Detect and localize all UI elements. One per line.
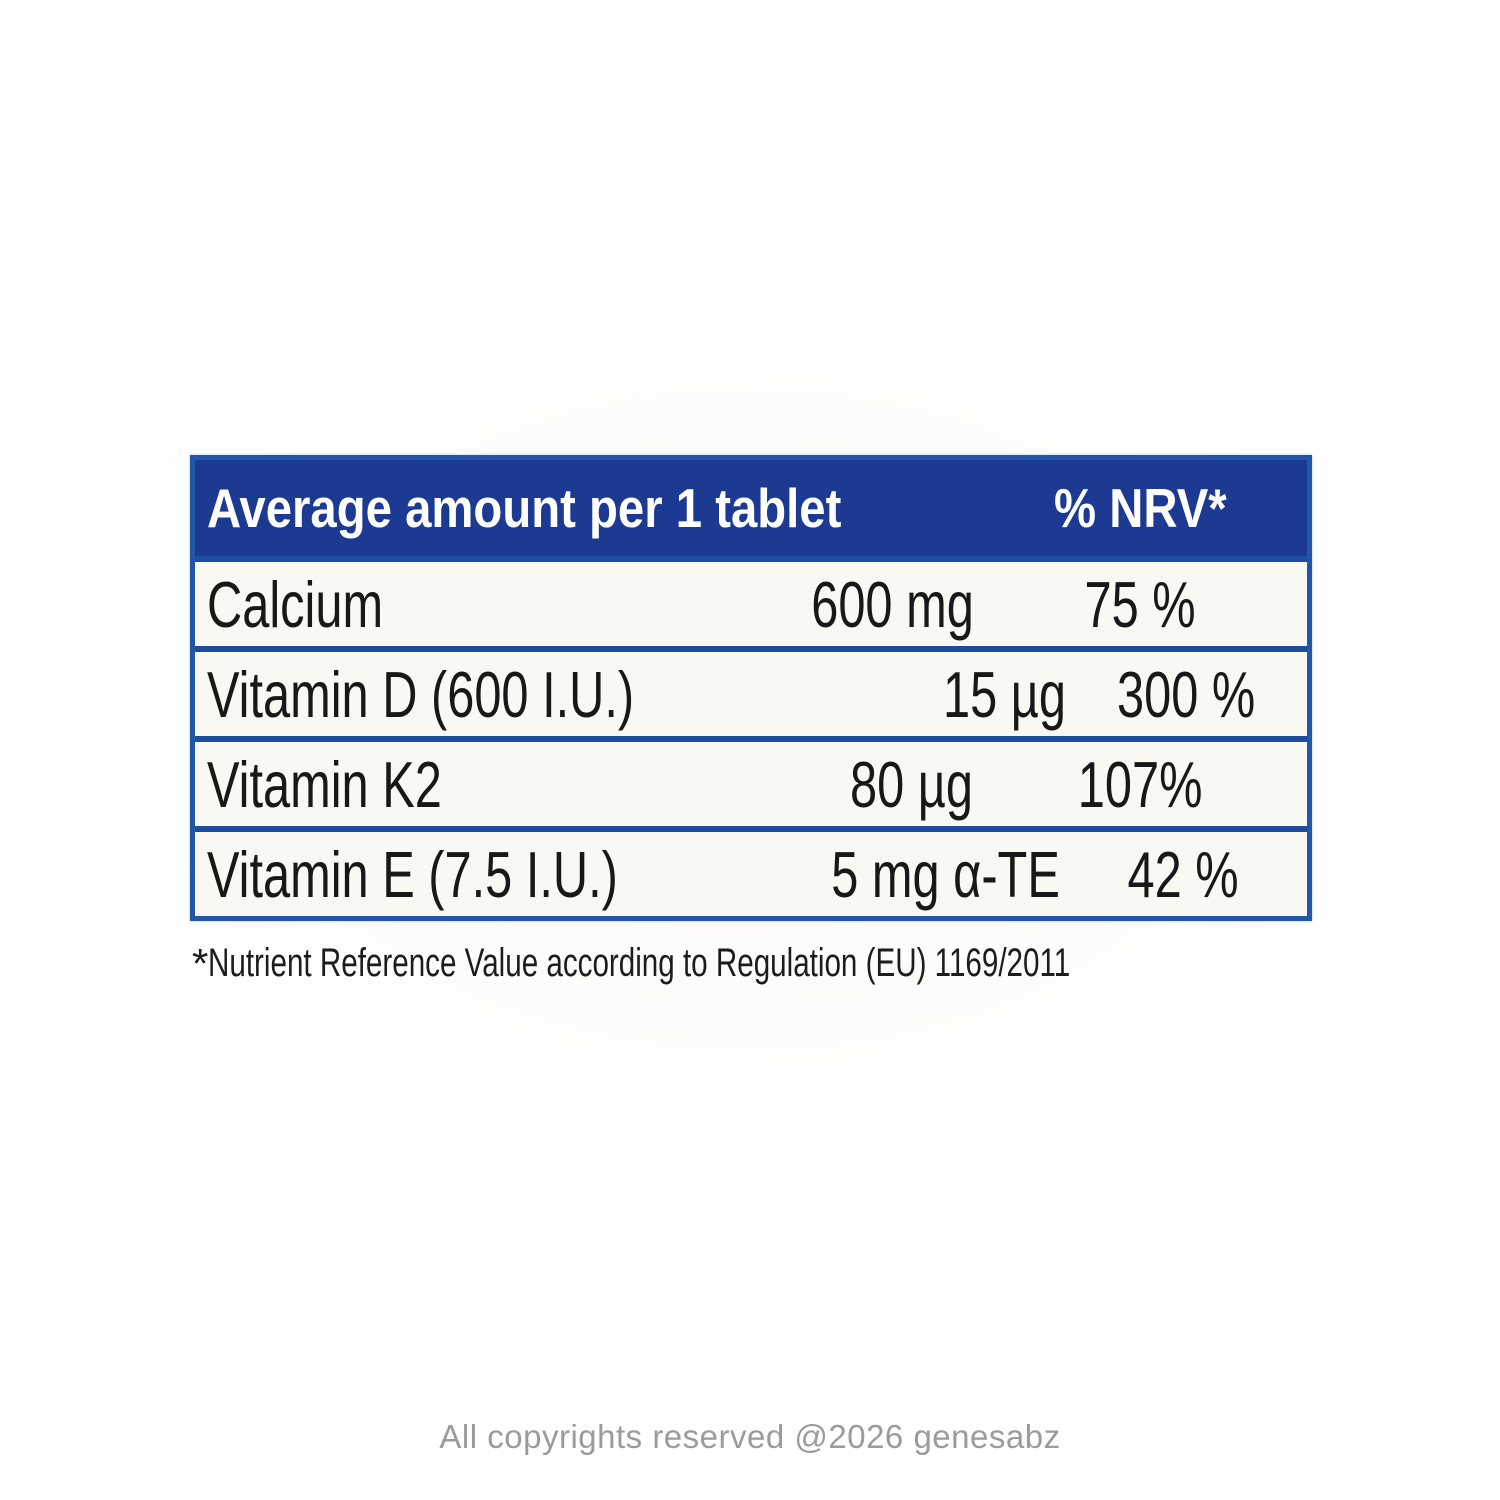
table-header-row xyxy=(195,460,1307,556)
footnote xyxy=(192,938,1332,991)
table-row xyxy=(195,556,1307,646)
table-header-nrv-label: % NRV* xyxy=(1053,477,1227,539)
footnote-asterisk: * xyxy=(192,940,209,987)
nutrient-amount-cell xyxy=(777,657,1066,732)
nutrient-nrv-cell xyxy=(973,567,1307,642)
copyright-text: All copyrights reserved @2026 genesabz xyxy=(439,1418,1061,1455)
nutrient-name: Calcium xyxy=(207,567,384,641)
nutrient-name: Vitamin K2 xyxy=(207,747,442,821)
nutrient-amount: 600 mg xyxy=(810,567,974,641)
footnote-text: Nutrient Reference Value according to Regulation (EU) 1169/2011 xyxy=(208,941,1071,985)
table-row xyxy=(195,646,1307,736)
nutrient-amount-cell xyxy=(755,837,1060,912)
nutrition-table xyxy=(190,455,1312,921)
nutrient-nrv: 42 % xyxy=(1127,837,1239,911)
nutrient-nrv-cell xyxy=(1066,657,1307,732)
nutrient-amount: 5 mg α-TE xyxy=(831,837,1060,911)
table-row xyxy=(195,826,1307,916)
nutrient-name: Vitamin D (600 I.U.) xyxy=(207,657,635,731)
table-header-nrv-cell xyxy=(973,476,1307,540)
nutrient-amount-cell xyxy=(684,747,973,822)
table-header-title: Average amount per 1 tablet xyxy=(207,477,842,539)
nutrient-name-cell xyxy=(195,567,684,642)
nutrient-nrv: 107% xyxy=(1077,747,1203,821)
table-row xyxy=(195,736,1307,826)
nutrient-nrv: 300 % xyxy=(1117,657,1256,731)
nutrient-name-cell xyxy=(195,837,755,912)
nutrient-nrv-cell xyxy=(973,747,1307,822)
nutrient-amount-cell xyxy=(684,567,973,642)
nutrient-nrv-cell xyxy=(1060,837,1307,912)
nutrient-amount: 80 µg xyxy=(850,747,974,821)
nutrient-nrv: 75 % xyxy=(1084,567,1196,641)
nutrient-name-cell xyxy=(195,657,777,732)
nutrient-name-cell xyxy=(195,747,684,822)
nutrient-name: Vitamin E (7.5 I.U.) xyxy=(207,837,618,911)
table-header-main-cell xyxy=(195,476,973,540)
nutrient-amount: 15 µg xyxy=(942,657,1066,731)
